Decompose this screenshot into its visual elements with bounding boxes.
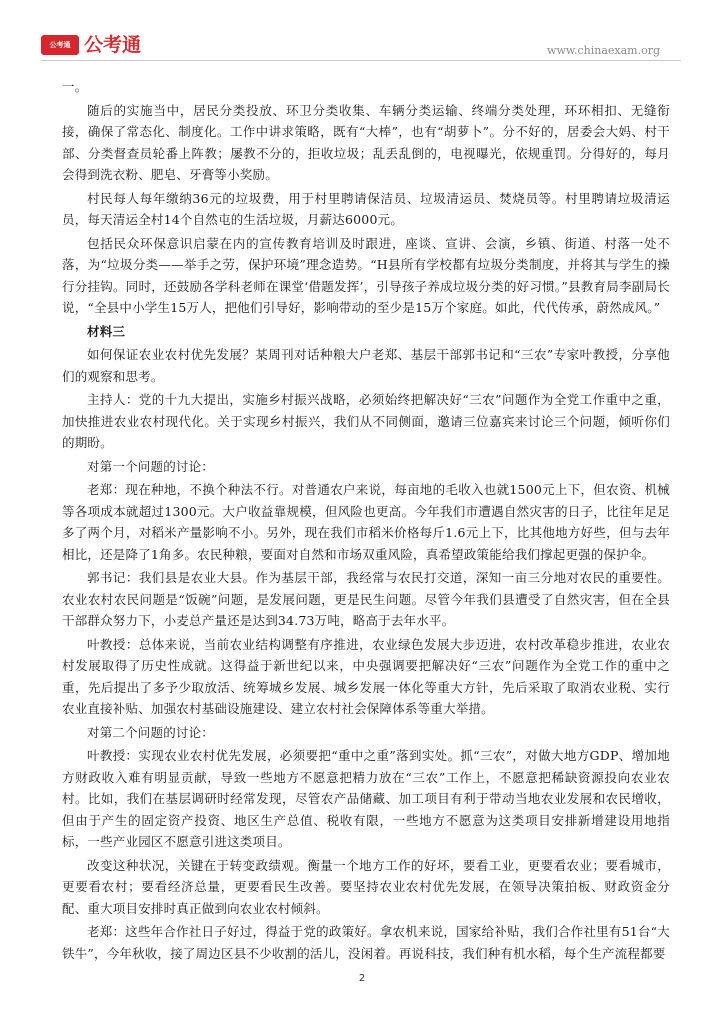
paragraph: 老郑：现在种地，不换个种法不行。对普通农户来说，每亩地的毛收入也就1500元上下，但农资、机械等各项成本就超过1300元。大户收益靠规模，但风险也更高。今年我们市遭遇自然灾害的日子，比往年足足多了两个月，对稻米产量影响不小。另外，现在我们市稻米价格每斤1.6元上下，比其他地方好些，但与去年相比，还是降了1角多。农民种粮，要面对自然和市场双重风险，真希望政策能给我们撑起更强的保护伞。: [62, 482, 670, 562]
page-header: [0, 0, 724, 62]
paragraph: 随后的实施当中，居民分类投放、环卫分类收集、车辆分类运输、终端分类处理，环环相扣、无缝衔接，确保了常态化、制度化。工作中讲求策略，既有“大棒”，也有“胡萝卜”。分不好的，居委会大妈、村干部、分类督查员轮番上阵教；屡教不分的，拒收垃圾；乱丢乱倒的，电视曝光，依规重罚。分得好的，每月会得到洗衣粉、肥皂、牙膏等小奖励。: [62, 102, 670, 182]
paragraph: 对第一个问题的讨论：: [87, 458, 215, 474]
document-body: [62, 76, 670, 966]
logo-text: 公考通: [84, 34, 142, 56]
paragraph: 村民每人每年缴纳36元的垃圾费，用于村里聘请保洁员、垃圾清运员、焚烧员等。村里聘请垃圾清运员，每天清运全村14个自然屯的生活垃圾，月薪达6000元。: [62, 190, 670, 227]
paragraph: 一。: [62, 79, 88, 94]
page-number: 2: [358, 973, 366, 984]
paragraph: 对第二个问题的讨论：: [87, 724, 215, 740]
brand-logo[interactable]: [41, 34, 141, 56]
paragraph: 主持人：党的十九大提出，实施乡村振兴战略，必须始终把解决好“三农”问题作为全党工作重中之重，加快推进农业农村现代化。关于实现乡村振兴，我们从不同侧面，邀请三位嘉宾来讨论三个问题，倾听你们的期盼。: [62, 392, 670, 450]
logo-badge-icon: 公考通: [41, 35, 79, 55]
section-heading: 材料三: [87, 323, 126, 339]
paragraph: 叶教授：总体来说，当前农业结构调整有序推进，农业绿色发展大步迈进，农村改革稳步推进，农业农村发展取得了历史性成就。这得益于新世纪以来，中央强调要把解决好“三农”问题作为全党工作的重中之重，先后提出了多予少取放活、统筹城乡发展、城乡发展一体化等重大方针，先后采取了取消农业税、实行农业直接补贴、加强农村基础设施建设、建立农村社会保障体系等重大举措。: [62, 636, 670, 716]
paragraph: 包括民众环保意识启蒙在内的宣传教育培训及时跟进，座谈、宣讲、会演，乡镇、街道、村落一处不落，为“垃圾分类——举手之劳，保护环境”理念造势。“H县所有学校都有垃圾分类制度，并将其与学生的操行分挂钩。同时，还鼓励各学科老师在课堂‘借题发挥’，引导孩子养成垃圾分类的好习惯。”县教育局李副局长说，“全县中小学生15万人，把他们引导好，影响带动的至少是15万个家庭。如此，代代传承，蔚然成风。”: [62, 235, 670, 315]
paragraph: 改变这种状况，关键在于转变政绩观。衡量一个地方工作的好坏，要看工业，更要看农业；要看城市，更要看农村；要看经济总量，更要看民生改善。要坚持农业农村优先发展，在领导决策拍板、财政资金分配、重大项目安排时真正做到向农业农村倾斜。: [62, 857, 670, 916]
paragraph: 郭书记：我们县是农业大县。作为基层干部，我经常与农民打交道，深知一亩三分地对农民的重要性。农业农村农民问题是“饭碗”问题，是发展问题，更是民生问题。尽管今年我们县遭受了自然灾害，但在全县干部群众努力下，小麦总产量还是达到34.73万吨，略高于去年水平。: [62, 570, 670, 628]
site-url[interactable]: www.chinaexam.org: [547, 44, 660, 57]
paragraph: 如何保证农业农村优先发展？某周刊对话种粮大户老郑、基层干部郭书记和“三农”专家叶教授，分享他们的观察和思考。: [62, 347, 670, 384]
paragraph: 叶教授：实现农业农村优先发展，必须要把“重中之重”落到实处。抓“三农”，对做大地方GDP、增加地方财政收入难有明显贡献，导致一些地方不愿意把精力放在“三农”工作上，不愿意把稀缺资源投向农业农村。比如，我们在基层调研时经常发现，尽管农产品储藏、加工项目有利于带动当地农业发展和农民增收，但由于产生的固定资产投资、地区生产总值、税收有限，一些地方不愿意为这类项目安排新增建设用地指标，一些产业园区不愿意引进这类项目。: [62, 748, 670, 849]
paragraph: 老郑：这些年合作社日子好过，得益于党的政策好。拿农机来说，国家给补贴，我们合作社里有51台“大铁牛”，今年秋收，接了周边区县不少收割的活儿，没闲着。再说科技，我们种有机水稻，每个生产流程都要: [62, 924, 670, 961]
header-divider: [41, 60, 681, 61]
